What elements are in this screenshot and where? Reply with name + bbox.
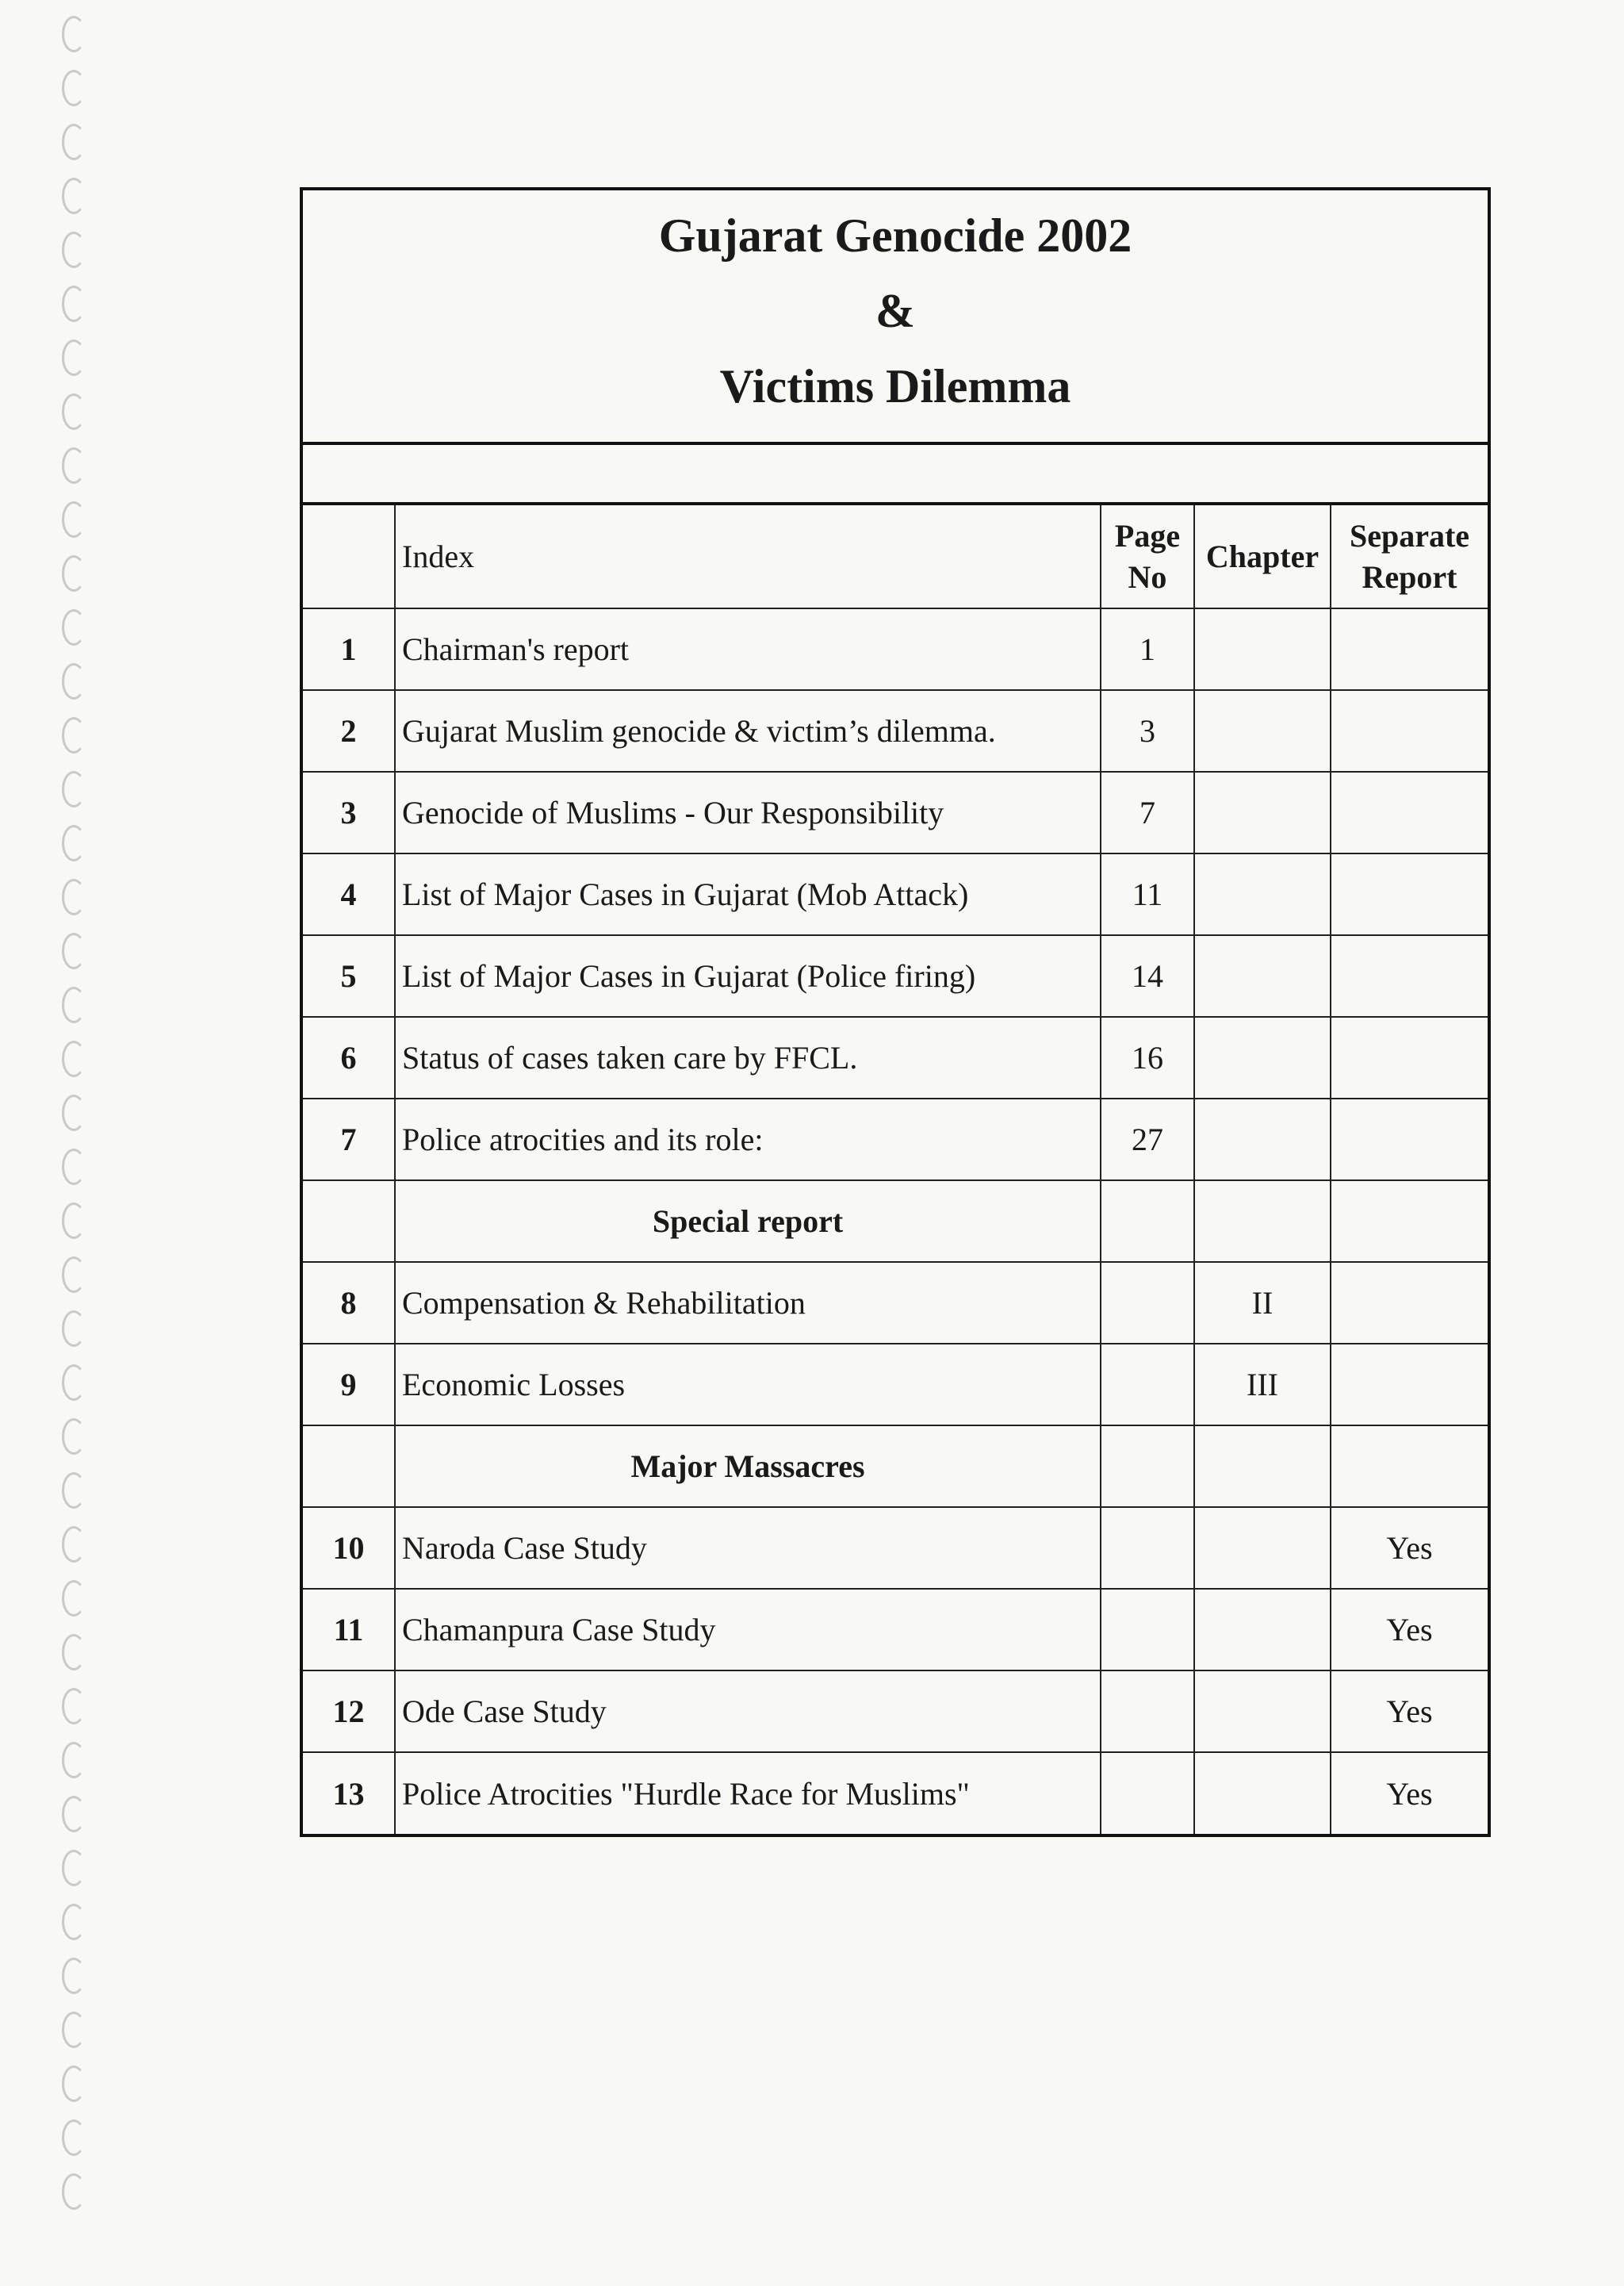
row-number: 1 xyxy=(303,608,395,690)
row-number: 2 xyxy=(303,690,395,772)
row-chapter xyxy=(1194,690,1331,772)
index-body xyxy=(303,608,1488,1834)
row-separate-report xyxy=(1331,1180,1488,1262)
table-row xyxy=(303,1017,1488,1099)
row-number: 3 xyxy=(303,772,395,853)
row-chapter xyxy=(1194,853,1331,935)
binding-ring xyxy=(62,2012,86,2048)
binding-ring xyxy=(62,1472,86,1509)
binding-ring xyxy=(62,1850,86,1886)
row-separate-report: Yes xyxy=(1331,1507,1488,1589)
row-separate-report xyxy=(1331,1017,1488,1099)
table-row xyxy=(303,1752,1488,1834)
table-row xyxy=(303,1507,1488,1589)
row-page xyxy=(1101,1262,1194,1344)
row-chapter: II xyxy=(1194,1262,1331,1344)
header-index: Index xyxy=(395,505,1101,608)
row-title: Status of cases taken care by FFCL. xyxy=(395,1017,1101,1099)
document-title xyxy=(303,190,1488,445)
header-chapter: Chapter xyxy=(1194,505,1331,608)
binding-ring xyxy=(62,879,86,915)
row-chapter xyxy=(1194,608,1331,690)
row-number xyxy=(303,1425,395,1507)
section-row xyxy=(303,1425,1488,1507)
row-separate-report xyxy=(1331,1425,1488,1507)
section-row xyxy=(303,1180,1488,1262)
header-row xyxy=(303,505,1488,608)
row-separate-report: Yes xyxy=(1331,1589,1488,1670)
row-page: 1 xyxy=(1101,608,1194,690)
row-number: 10 xyxy=(303,1507,395,1589)
row-page: 7 xyxy=(1101,772,1194,853)
row-number: 13 xyxy=(303,1752,395,1834)
binding-ring xyxy=(62,1256,86,1293)
table-row xyxy=(303,1589,1488,1670)
binding-ring xyxy=(62,1688,86,1724)
row-chapter xyxy=(1194,1670,1331,1752)
table-row xyxy=(303,853,1488,935)
table-row xyxy=(303,690,1488,772)
row-page xyxy=(1101,1507,1194,1589)
binding-ring xyxy=(62,663,86,700)
row-separate-report xyxy=(1331,935,1488,1017)
row-page xyxy=(1101,1344,1194,1425)
binding-ring xyxy=(62,2065,86,2102)
row-chapter xyxy=(1194,1017,1331,1099)
row-page: 3 xyxy=(1101,690,1194,772)
binding-ring xyxy=(62,1958,86,1994)
row-number: 12 xyxy=(303,1670,395,1752)
binding-ring xyxy=(62,717,86,754)
row-chapter xyxy=(1194,1425,1331,1507)
header-page-no: Page No xyxy=(1101,505,1194,608)
row-page: 27 xyxy=(1101,1099,1194,1180)
binding-ring xyxy=(62,286,86,322)
binding-ring xyxy=(62,2119,86,2156)
binding-ring xyxy=(62,447,86,484)
row-page xyxy=(1101,1425,1194,1507)
row-separate-report xyxy=(1331,1344,1488,1425)
row-title: Genocide of Muslims - Our Responsibility xyxy=(395,772,1101,853)
row-number: 7 xyxy=(303,1099,395,1180)
row-chapter: III xyxy=(1194,1344,1331,1425)
row-title: Gujarat Muslim genocide & victim’s dilemma. xyxy=(395,690,1101,772)
binding-ring xyxy=(62,124,86,160)
row-separate-report xyxy=(1331,1262,1488,1344)
row-separate-report: Yes xyxy=(1331,1670,1488,1752)
row-page: 14 xyxy=(1101,935,1194,1017)
row-title: Ode Case Study xyxy=(395,1670,1101,1752)
binding-ring xyxy=(62,1149,86,1185)
binding-ring xyxy=(62,339,86,376)
binding-ring xyxy=(62,1742,86,1778)
binding-ring xyxy=(62,609,86,646)
binding-ring xyxy=(62,16,86,52)
binding-ring xyxy=(62,232,86,268)
section-heading: Major Massacres xyxy=(395,1425,1101,1507)
row-page xyxy=(1101,1589,1194,1670)
table-row xyxy=(303,935,1488,1017)
title-line-1: Gujarat Genocide 2002 xyxy=(658,209,1132,262)
row-page: 11 xyxy=(1101,853,1194,935)
row-chapter xyxy=(1194,935,1331,1017)
binding-ring xyxy=(62,825,86,861)
row-title: Naroda Case Study xyxy=(395,1507,1101,1589)
header-separate-report: Separate Report xyxy=(1331,505,1488,608)
binding-ring xyxy=(62,1904,86,1940)
binding-ring xyxy=(62,393,86,430)
index-table xyxy=(303,505,1488,1834)
binding-ring xyxy=(62,2173,86,2210)
row-separate-report xyxy=(1331,772,1488,853)
binding-ring xyxy=(62,1310,86,1347)
binding-ring xyxy=(62,501,86,538)
row-number: 5 xyxy=(303,935,395,1017)
row-title: List of Major Cases in Gujarat (Police firing) xyxy=(395,935,1101,1017)
row-separate-report xyxy=(1331,1099,1488,1180)
row-number: 9 xyxy=(303,1344,395,1425)
row-chapter xyxy=(1194,772,1331,853)
row-page: 16 xyxy=(1101,1017,1194,1099)
table-row xyxy=(303,1670,1488,1752)
binding-ring xyxy=(62,178,86,214)
row-separate-report xyxy=(1331,690,1488,772)
row-number xyxy=(303,1180,395,1262)
row-title: Chamanpura Case Study xyxy=(395,1589,1101,1670)
row-chapter xyxy=(1194,1589,1331,1670)
index-frame xyxy=(300,187,1491,1837)
row-page xyxy=(1101,1752,1194,1834)
row-chapter xyxy=(1194,1180,1331,1262)
binding-ring xyxy=(62,555,86,592)
row-separate-report xyxy=(1331,608,1488,690)
row-title: Compensation & Rehabilitation xyxy=(395,1262,1101,1344)
table-row xyxy=(303,1262,1488,1344)
table-row xyxy=(303,772,1488,853)
binding-ring xyxy=(62,987,86,1023)
row-page xyxy=(1101,1180,1194,1262)
title-line-2: & xyxy=(875,285,915,337)
table-row xyxy=(303,1344,1488,1425)
row-chapter xyxy=(1194,1752,1331,1834)
spiral-binding xyxy=(48,16,103,2253)
title-line-3: Victims Dilemma xyxy=(719,360,1071,412)
row-title: Chairman's report xyxy=(395,608,1101,690)
row-title: Economic Losses xyxy=(395,1344,1101,1425)
section-heading: Special report xyxy=(395,1180,1101,1262)
row-number: 11 xyxy=(303,1589,395,1670)
row-title: Police atrocities and its role: xyxy=(395,1099,1101,1180)
binding-ring xyxy=(62,1041,86,1077)
row-chapter xyxy=(1194,1507,1331,1589)
binding-ring xyxy=(62,1580,86,1617)
binding-ring xyxy=(62,1418,86,1455)
binding-ring xyxy=(62,70,86,106)
row-number: 6 xyxy=(303,1017,395,1099)
header-number xyxy=(303,505,395,608)
row-title: Police Atrocities "Hurdle Race for Muslims" xyxy=(395,1752,1101,1834)
table-row xyxy=(303,608,1488,690)
binding-ring xyxy=(62,1796,86,1832)
row-separate-report: Yes xyxy=(1331,1752,1488,1834)
binding-ring xyxy=(62,771,86,807)
binding-ring xyxy=(62,1526,86,1563)
row-number: 8 xyxy=(303,1262,395,1344)
blank-row xyxy=(303,445,1488,505)
row-page xyxy=(1101,1670,1194,1752)
row-title: List of Major Cases in Gujarat (Mob Attack) xyxy=(395,853,1101,935)
row-chapter xyxy=(1194,1099,1331,1180)
binding-ring xyxy=(62,1634,86,1670)
binding-ring xyxy=(62,1364,86,1401)
binding-ring xyxy=(62,1095,86,1131)
row-number: 4 xyxy=(303,853,395,935)
binding-ring xyxy=(62,933,86,969)
row-separate-report xyxy=(1331,853,1488,935)
table-row xyxy=(303,1099,1488,1180)
binding-ring xyxy=(62,1202,86,1239)
